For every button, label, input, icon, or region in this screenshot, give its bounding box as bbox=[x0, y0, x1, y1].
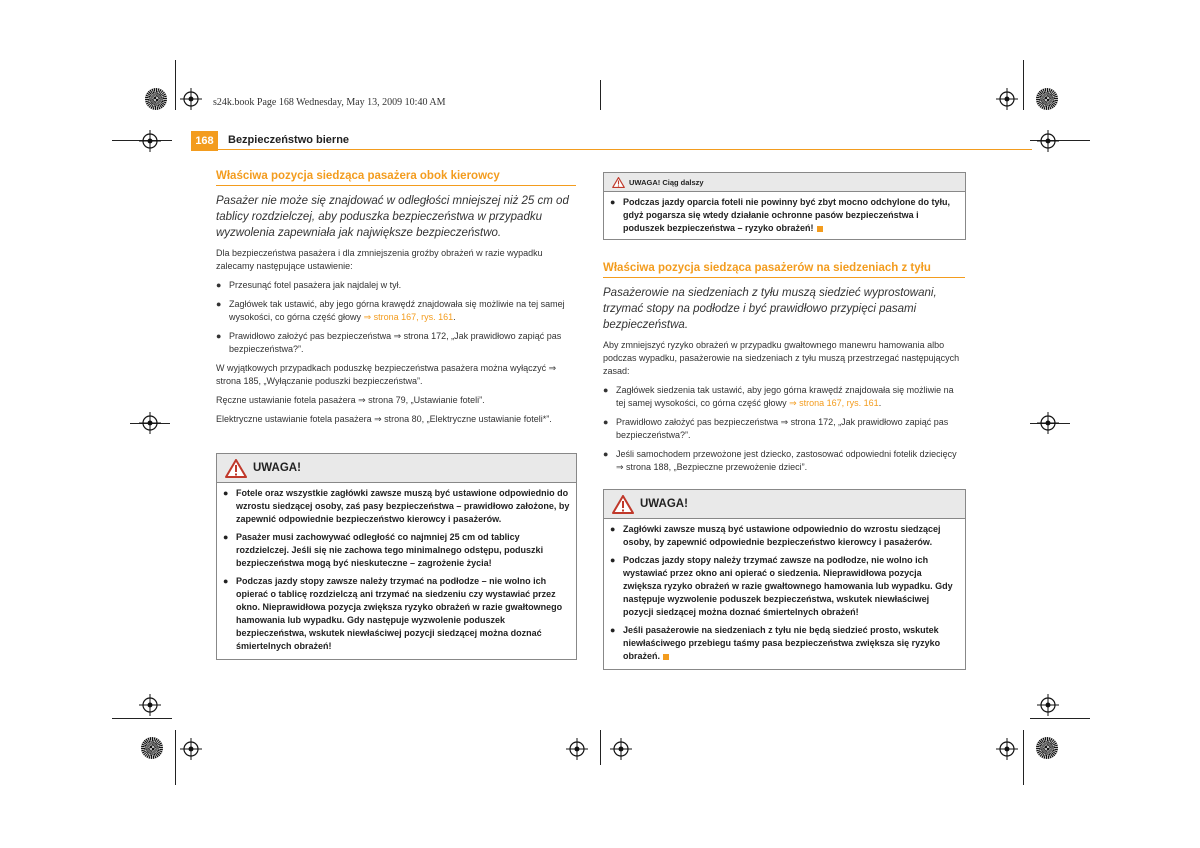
color-target-icon bbox=[145, 88, 167, 110]
crop-mark bbox=[600, 80, 601, 110]
color-target-icon bbox=[1036, 88, 1058, 110]
registration-mark-icon bbox=[996, 738, 1018, 760]
print-slug: s24k.book Page 168 Wednesday, May 13, 2009 10:40 AM bbox=[213, 97, 446, 108]
bullet-icon: ● bbox=[603, 417, 609, 427]
bullet-icon: ● bbox=[603, 385, 609, 395]
bullet-icon: ● bbox=[216, 299, 222, 309]
warning-triangle-icon bbox=[612, 495, 634, 514]
cross-reference-link[interactable]: ⇒ strona 167, rys. 161 bbox=[789, 398, 879, 408]
crop-mark bbox=[1030, 718, 1090, 719]
registration-mark-icon bbox=[1037, 694, 1059, 716]
list-item: ● Przesunąć fotel pasażera jak najdalej w tył. bbox=[216, 280, 402, 290]
warning-header bbox=[604, 490, 965, 519]
warning-item: ● Jeśli pasażerowie na siedzeniach z tyłu nie będą siedzieć prosto, wskutek niewłaściwego przebiegu taśmy pasa bezpieczeństwa zwiększa się ryzyko obrażeń. bbox=[610, 625, 941, 661]
warning-triangle-icon bbox=[612, 177, 625, 188]
crop-mark bbox=[1023, 730, 1024, 785]
color-target-icon bbox=[1036, 737, 1058, 759]
header-rule bbox=[191, 149, 1032, 150]
bullet-icon: ● bbox=[223, 488, 229, 498]
list-item: ● Zagłówek siedzenia tak ustawić, aby jego górna krawędź znajdowała się możliwie na tej samej wysokości, co górna część głowy ⇒ strona 167, rys. 161. bbox=[603, 385, 954, 408]
warning-box bbox=[603, 489, 966, 670]
section-title: Bezpieczeństwo bierne bbox=[228, 134, 350, 146]
paragraph: Ręczne ustawianie fotela pasażera ⇒ strona 79, „Ustawianie foteli”. bbox=[216, 395, 485, 405]
crop-mark bbox=[600, 730, 601, 765]
warning-triangle-icon bbox=[225, 459, 247, 478]
section-heading: Właściwa pozycja siedząca pasażerów na siedzeniach z tyłu bbox=[603, 262, 965, 278]
bullet-icon: ● bbox=[610, 625, 616, 635]
warning-body bbox=[217, 483, 576, 659]
warning-item: ● Pasażer musi zachowywać odległość co najmniej 25 cm od tablicy rozdzielczej. Jeśli się nie zachowa tego minimalnego odstępu, poduszki bezpieczeństwa mogą być nieskuteczne – zagrożenie życia! bbox=[223, 532, 544, 568]
registration-mark-icon bbox=[996, 88, 1018, 110]
warning-item: ● Podczas jazdy oparcia foteli nie powinny być zbyt mocno odchylone do tyłu, gdyż pogarsza się wtedy działanie ochronne pasów bezpieczeństwa i poduszek bezpieczeństwa – ryzyko obrażeń! bbox=[610, 197, 951, 233]
warning-body bbox=[604, 192, 965, 239]
cross-reference-link[interactable]: ⇒ strona 167, rys. 161 bbox=[363, 312, 454, 322]
crop-mark bbox=[175, 60, 176, 110]
warning-title: UWAGA! bbox=[640, 498, 688, 510]
bullet-icon: ● bbox=[610, 555, 616, 565]
end-of-section-icon bbox=[663, 654, 669, 660]
registration-mark-icon bbox=[139, 412, 161, 434]
bullet-icon: ● bbox=[216, 331, 222, 341]
bullet-icon: ● bbox=[610, 524, 616, 534]
list-item: ● Prawidłowo założyć pas bezpieczeństwa ⇒ strona 172, „Jak prawidłowo zapiąć pas bezpieczeństwa?”. bbox=[216, 331, 562, 354]
warning-item: ● Zagłówki zawsze muszą być ustawione odpowiednio do wzrostu siedzącej osoby, by zapewnić odpowiednie bezpieczeństwo kierowcy i pasażerów. bbox=[610, 524, 941, 547]
warning-title: UWAGA! bbox=[253, 462, 301, 474]
warning-continued-box bbox=[603, 172, 966, 240]
crop-mark bbox=[112, 718, 172, 719]
warning-body bbox=[604, 519, 965, 669]
registration-mark-icon bbox=[139, 694, 161, 716]
end-of-section-icon bbox=[817, 226, 823, 232]
crop-mark bbox=[175, 730, 176, 785]
list-item: ● Zagłówek tak ustawić, aby jego górna krawędź znajdowała się możliwie na tej samej wysokości, co górna część głowy ⇒ strona 167, rys. 161. bbox=[216, 299, 565, 322]
bullet-icon: ● bbox=[223, 576, 229, 586]
bullet-icon: ● bbox=[603, 449, 609, 459]
warning-header bbox=[217, 454, 576, 483]
left-column bbox=[216, 170, 576, 432]
right-column bbox=[603, 262, 965, 480]
bullet-icon: ● bbox=[216, 280, 222, 290]
section-heading: Właściwa pozycja siedząca pasażera obok kierowcy bbox=[216, 170, 576, 186]
bullet-icon: ● bbox=[223, 532, 229, 542]
registration-mark-icon bbox=[566, 738, 588, 760]
color-target-icon bbox=[141, 737, 163, 759]
list-item: ● Prawidłowo założyć pas bezpieczeństwa ⇒ strona 172, „Jak prawidłowo zapiąć pas bezpieczeństwa?”. bbox=[603, 417, 949, 440]
paragraph: W wyjątkowych przypadkach poduszkę bezpieczeństwa pasażera można wyłączyć ⇒ strona 185, „Wyłączanie poduszki bezpieczeństwa”. bbox=[216, 363, 557, 386]
warning-header bbox=[604, 173, 965, 192]
warning-item: ● Podczas jazdy stopy należy trzymać zawsze na podłodze, nie wolno ich wystawiać przez okno ani opierać o siedzenia. Nieprawidłowa pozycja zwiększa ryzyko obrażeń w razie gwałtownego hamowania lub wypadku. Gdy następuje wyzwolenie poduszek bezpieczeństwa, wskutek niewłaściwej pozycji siedzącej można doznać śmiertelnych obrażeń! bbox=[610, 555, 953, 617]
warning-item: ● Fotele oraz wszystkie zagłówki zawsze muszą być ustawione odpowiednio do wzrostu siedzącej osoby, zaś pasy bezpieczeństwa – prawidłowo założone, by zapewnić odpowiednie bezpieczeństwo kierowcy i pasażerów. bbox=[223, 488, 570, 524]
lead-paragraph: Pasażer nie może się znajdować w odległości mniejszej niż 25 cm od tablicy rozdzielczej, aby poduszka bezpieczeństwa w przypadku wyzwolenia zapewniała jak największe bezpieczeństwo. bbox=[216, 195, 569, 239]
warning-box bbox=[216, 453, 577, 660]
warning-title: UWAGA! Ciąg dalszy bbox=[629, 177, 704, 187]
registration-mark-icon bbox=[139, 130, 161, 152]
paragraph: Aby zmniejszyć ryzyko obrażeń w przypadku gwałtownego manewru hamowania albo podczas wypadku, pasażerowie na siedzeniach z tyłu muszą przestrzegać następujących zasad: bbox=[603, 340, 960, 376]
lead-paragraph: Pasażerowie na siedzeniach z tyłu muszą siedzieć wyprostowani, trzymać stopy na podłodze i być prawidłowo przypięci pasami bezpieczeństwa. bbox=[603, 287, 937, 331]
registration-mark-icon bbox=[1037, 412, 1059, 434]
list-item: ● Jeśli samochodem przewożone jest dziecko, zastosować odpowiedni fotelik dziecięcy ⇒ strona 188, „Bezpieczne przewożenie dzieci”. bbox=[603, 449, 957, 472]
registration-mark-icon bbox=[180, 738, 202, 760]
paragraph: Elektryczne ustawianie fotela pasażera ⇒ strona 80, „Elektryczne ustawianie foteli*”. bbox=[216, 414, 552, 424]
registration-mark-icon bbox=[1037, 130, 1059, 152]
warning-item: ● Podczas jazdy stopy zawsze należy trzymać na podłodze – nie wolno ich opierać o tablicę rozdzielczą ani trzymać na siedzeniu czy wystawiać przez okno. Nieprawidłowa pozycja zwiększa ryzyko obrażeń w razie gwałtownego hamowania lub wypadku. Gdy następuje wyzwolenie poduszek bezpieczeństwa, wskutek niewłaściwej pozycji siedzącej można doznać śmiertelnych obrażeń! bbox=[223, 576, 563, 651]
registration-mark-icon bbox=[610, 738, 632, 760]
registration-mark-icon bbox=[180, 88, 202, 110]
bullet-icon: ● bbox=[610, 197, 616, 207]
page-number: 168 bbox=[191, 131, 218, 151]
crop-mark bbox=[1023, 60, 1024, 110]
paragraph: Dla bezpieczeństwa pasażera i dla zmniejszenia groźby obrażeń w razie wypadku zalecamy następujące ustawienie: bbox=[216, 248, 543, 271]
